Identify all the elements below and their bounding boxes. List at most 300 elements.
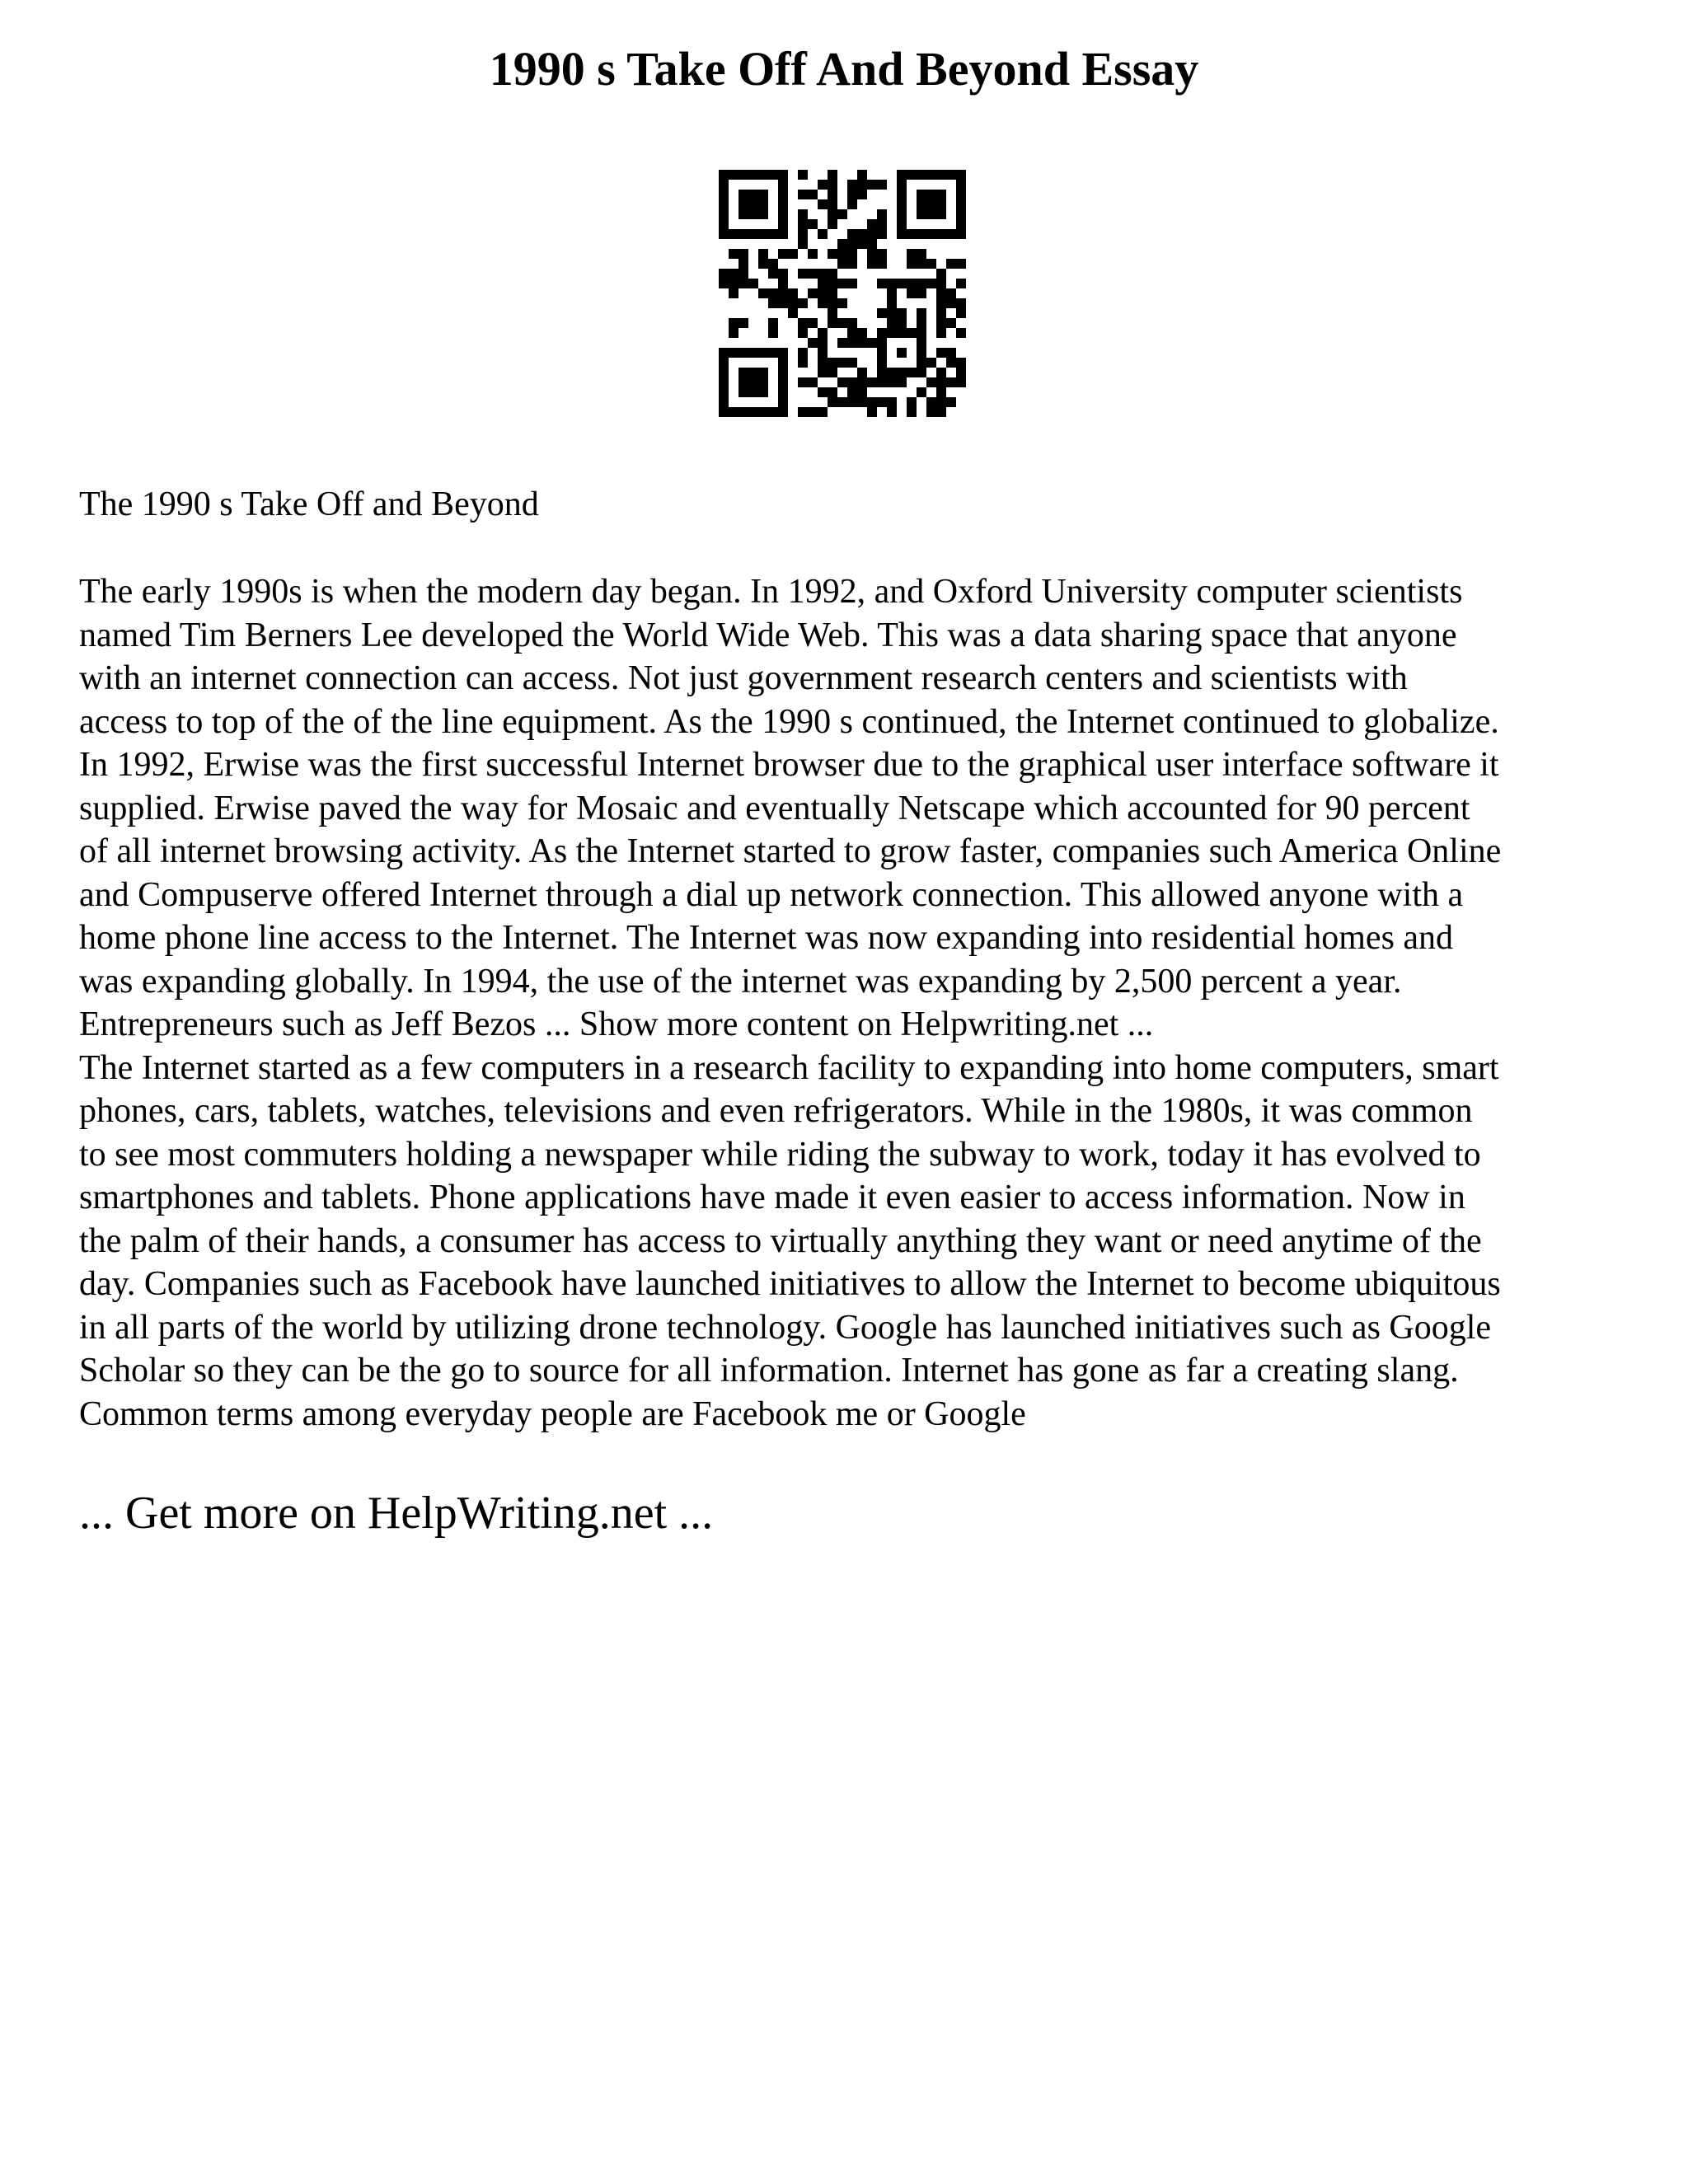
qr-module — [808, 407, 818, 417]
qr-module — [818, 298, 828, 308]
qr-module — [788, 249, 798, 259]
qr-module — [768, 269, 778, 279]
body-line: was expanding globally. In 1994, the use of the internet was expanding by 2,500 percent a year. — [79, 962, 1402, 1001]
qr-module — [828, 269, 837, 279]
qr-module — [897, 328, 907, 338]
body-line: supplied. Erwise paved the way for Mosaic and eventually Netscape which accounted for 90 percent — [79, 789, 1470, 827]
qr-module — [798, 298, 808, 308]
qr-module — [818, 199, 828, 209]
qr-module — [926, 358, 936, 368]
qr-module — [857, 338, 867, 348]
qr-module — [729, 288, 738, 298]
qr-module — [956, 229, 966, 239]
qr-module — [729, 229, 738, 239]
qr-module — [778, 269, 788, 279]
qr-module — [917, 279, 926, 288]
qr-module — [847, 249, 857, 259]
qr-module — [719, 209, 729, 219]
qr-module — [788, 288, 798, 298]
qr-module — [857, 239, 867, 249]
qr-module — [768, 407, 778, 417]
qr-module — [837, 279, 847, 288]
body-line: In 1992, Erwise was the first successful Internet browser due to the graphical user interface software it — [79, 746, 1499, 784]
qr-module — [956, 358, 966, 368]
qr-module — [828, 308, 837, 318]
qr-module — [946, 229, 956, 239]
qr-module — [738, 377, 748, 387]
qr-module — [808, 377, 818, 387]
qr-module — [936, 397, 946, 407]
qr-module — [847, 328, 857, 338]
qr-module — [907, 229, 917, 239]
qr-module — [828, 298, 837, 308]
qr-module — [926, 199, 936, 209]
qr-module — [798, 229, 808, 239]
qr-module — [887, 279, 897, 288]
qr-module — [867, 377, 877, 387]
qr-module — [828, 397, 837, 407]
qr-module — [956, 298, 966, 308]
qr-module — [867, 180, 877, 190]
qr-module — [956, 190, 966, 199]
qr-module — [828, 318, 837, 328]
qr-module — [946, 170, 956, 180]
qr-module — [877, 348, 887, 358]
qr-module — [847, 180, 857, 190]
qr-module — [847, 279, 857, 288]
qr-module — [926, 209, 936, 219]
qr-module — [926, 170, 936, 180]
qr-module — [917, 249, 926, 259]
qr-module — [748, 170, 758, 180]
qr-module — [907, 170, 917, 180]
qr-module — [818, 387, 828, 397]
qr-module — [897, 229, 907, 239]
qr-module — [936, 288, 946, 298]
qr-module — [907, 259, 917, 269]
qr-module — [798, 219, 808, 229]
qr-module — [877, 249, 887, 259]
qr-module — [847, 397, 857, 407]
qr-module — [917, 328, 926, 338]
qr-module — [828, 368, 837, 377]
qr-module — [867, 219, 877, 229]
qr-module — [897, 190, 907, 199]
qr-module — [847, 239, 857, 249]
qr-module — [828, 249, 837, 259]
qr-module — [907, 407, 917, 417]
qr-module — [847, 387, 857, 397]
qr-module — [758, 249, 768, 259]
qr-module — [946, 358, 956, 368]
qr-module — [778, 298, 788, 308]
qr-module — [808, 338, 818, 348]
body-line: phones, cars, tablets, watches, televisions and even refrigerators. While in the 1980s, it was common — [79, 1092, 1473, 1130]
qr-module — [917, 259, 926, 269]
qr-module — [719, 377, 729, 387]
qr-module — [778, 387, 788, 397]
qr-module — [748, 229, 758, 239]
qr-module — [778, 180, 788, 190]
qr-module — [867, 397, 877, 407]
qr-module — [917, 358, 926, 368]
qr-module — [719, 387, 729, 397]
qr-module — [729, 348, 738, 358]
qr-module — [729, 318, 738, 328]
qr-module — [877, 180, 887, 190]
qr-module — [907, 397, 917, 407]
qr-module — [828, 358, 837, 368]
qr-module — [956, 279, 966, 288]
qr-module — [956, 199, 966, 209]
qr-module — [719, 407, 729, 417]
qr-module — [897, 318, 907, 328]
qr-module — [748, 407, 758, 417]
qr-module — [778, 170, 788, 180]
qr-module — [837, 397, 847, 407]
qr-module — [798, 328, 808, 338]
qr-module — [877, 209, 887, 219]
qr-module — [828, 279, 837, 288]
qr-module — [917, 288, 926, 298]
qr-module — [897, 308, 907, 318]
body-line: and Compuserve offered Internet through a dial up network connection. This allowed anyone with a — [79, 875, 1464, 914]
body-line: named Tim Berners Lee developed the World Wide Web. This was a data sharing space that anyone — [79, 616, 1457, 654]
qr-module — [738, 190, 748, 199]
qr-module — [798, 209, 808, 219]
qr-module — [936, 269, 946, 279]
qr-module — [758, 259, 768, 269]
qr-module — [917, 170, 926, 180]
body-line: Scholar so they can be the go to source for all information. Internet has gone as far a creating slang. — [79, 1352, 1459, 1390]
body-line: Common terms among everyday people are Facebook me or Google — [79, 1394, 1026, 1433]
qr-module — [837, 298, 847, 308]
get-more-link[interactable]: ... Get more on HelpWriting.net ... — [79, 1488, 714, 1539]
qr-module — [778, 190, 788, 199]
qr-module — [738, 269, 748, 279]
qr-module — [729, 279, 738, 288]
qr-module — [956, 170, 966, 180]
qr-module — [877, 358, 887, 368]
body-line: The early 1990s is when the modern day began. In 1992, and Oxford University computer scientists — [79, 573, 1463, 611]
qr-module — [729, 249, 738, 259]
qr-module — [867, 229, 877, 239]
qr-module — [818, 279, 828, 288]
qr-module — [857, 180, 867, 190]
body-line: home phone line access to the Internet. The Internet was now expanding into residential homes and — [79, 919, 1454, 957]
qr-module — [936, 170, 946, 180]
qr-module — [778, 279, 788, 288]
qr-module — [768, 288, 778, 298]
qr-module — [877, 377, 887, 387]
body-line: The Internet started as a few computers in a research facility to expanding into home computers, smart — [79, 1048, 1499, 1087]
qr-module — [758, 368, 768, 377]
qr-module — [877, 279, 887, 288]
qr-module — [758, 288, 768, 298]
qr-module — [758, 170, 768, 180]
qr-module — [926, 377, 936, 387]
qr-module — [877, 259, 887, 269]
qr-module — [956, 308, 966, 318]
qr-module — [778, 199, 788, 209]
qr-module — [847, 199, 857, 209]
qr-module — [758, 209, 768, 219]
qr-module — [778, 229, 788, 239]
qr-module — [729, 328, 738, 338]
qr-module — [738, 170, 748, 180]
qr-module — [778, 397, 788, 407]
qr-module — [748, 199, 758, 209]
qr-module — [917, 308, 926, 318]
qr-module — [857, 387, 867, 397]
qr-module — [946, 318, 956, 328]
qr-module — [907, 288, 917, 298]
qr-module — [956, 377, 966, 387]
qr-module — [719, 199, 729, 209]
qr-module — [837, 318, 847, 328]
qr-module — [907, 368, 917, 377]
qr-module — [828, 387, 837, 397]
qr-module — [847, 318, 857, 328]
qr-module — [818, 180, 828, 190]
qr-module — [857, 377, 867, 387]
qr-module — [917, 387, 926, 397]
qr-module — [798, 407, 808, 417]
qr-module — [936, 368, 946, 377]
qr-module — [719, 190, 729, 199]
qr-module — [828, 209, 837, 219]
qr-module — [758, 199, 768, 209]
qr-module — [818, 328, 828, 338]
qr-module — [818, 368, 828, 377]
qr-module — [828, 190, 837, 199]
qr-module — [738, 279, 748, 288]
qr-module — [946, 298, 956, 308]
qr-module — [857, 229, 867, 239]
qr-module — [936, 318, 946, 328]
qr-module — [877, 219, 887, 229]
qr-module — [778, 358, 788, 368]
qr-module — [887, 377, 897, 387]
qr-module — [837, 239, 847, 249]
qr-module — [758, 190, 768, 199]
qr-module — [808, 190, 818, 199]
qr-module — [719, 358, 729, 368]
qr-module — [748, 377, 758, 387]
qr-module — [768, 318, 778, 328]
qr-module — [857, 328, 867, 338]
qr-module — [758, 377, 768, 387]
qr-module — [857, 397, 867, 407]
qr-code-icon — [719, 170, 966, 417]
qr-module — [808, 249, 818, 259]
qr-module — [867, 249, 877, 259]
body-line: to see most commuters holding a newspaper while riding the subway to work, today it has evolved to — [79, 1135, 1481, 1174]
qr-module — [877, 368, 887, 377]
qr-module — [926, 259, 936, 269]
qr-module — [936, 328, 946, 338]
qr-module — [887, 308, 897, 318]
qr-module — [778, 368, 788, 377]
qr-module — [719, 348, 729, 358]
qr-module — [837, 259, 847, 269]
qr-module — [917, 338, 926, 348]
qr-module — [788, 298, 798, 308]
body-line: smartphones and tablets. Phone applications have made it even easier to access information. Now in — [79, 1179, 1465, 1216]
qr-module — [887, 298, 897, 308]
body-line: access to top of the of the line equipment. As the 1990 s continued, the Internet continued to globalize. — [79, 702, 1499, 741]
qr-module — [837, 249, 847, 259]
qr-module — [917, 199, 926, 209]
qr-module — [887, 318, 897, 328]
qr-module — [748, 190, 758, 199]
qr-module — [907, 328, 917, 338]
qr-module — [867, 407, 877, 417]
qr-module — [758, 407, 768, 417]
qr-module — [828, 219, 837, 229]
essay-subtitle: The 1990 s Take Off and Beyond — [79, 485, 539, 523]
qr-module — [897, 368, 907, 377]
qr-module — [897, 199, 907, 209]
qr-module — [877, 328, 887, 338]
qr-module — [828, 180, 837, 190]
qr-module — [738, 209, 748, 219]
qr-module — [917, 318, 926, 328]
qr-module — [907, 279, 917, 288]
qr-module — [738, 368, 748, 377]
qr-module — [956, 368, 966, 377]
qr-module — [926, 397, 936, 407]
qr-module — [719, 219, 729, 229]
qr-module — [798, 190, 808, 199]
qr-module — [887, 288, 897, 298]
qr-module — [768, 328, 778, 338]
qr-module — [729, 269, 738, 279]
qr-module — [847, 190, 857, 199]
qr-module — [936, 199, 946, 209]
qr-module — [748, 209, 758, 219]
qr-code-graphic — [719, 170, 966, 417]
qr-module — [768, 348, 778, 358]
qr-module — [818, 407, 828, 417]
qr-module — [738, 249, 748, 259]
qr-module — [719, 170, 729, 180]
qr-module — [936, 308, 946, 318]
qr-module — [748, 279, 758, 288]
qr-module — [936, 298, 946, 308]
qr-module — [897, 219, 907, 229]
qr-module — [778, 377, 788, 387]
qr-module — [936, 229, 946, 239]
qr-module — [719, 279, 729, 288]
qr-module — [798, 348, 808, 358]
qr-module — [867, 338, 877, 348]
qr-module — [847, 377, 857, 387]
qr-module — [738, 259, 748, 269]
qr-module — [867, 239, 877, 249]
qr-module — [778, 407, 788, 417]
qr-module — [768, 170, 778, 180]
qr-module — [738, 199, 748, 209]
body-line: with an internet connection can access. Not just government research centers and scientists with — [79, 659, 1408, 697]
qr-module — [936, 209, 946, 219]
qr-module — [946, 259, 956, 269]
qr-module — [818, 269, 828, 279]
qr-module — [867, 259, 877, 269]
qr-module — [748, 348, 758, 358]
qr-module — [897, 170, 907, 180]
qr-module — [897, 209, 907, 219]
qr-module — [877, 229, 887, 239]
qr-module — [837, 209, 847, 219]
qr-module — [719, 397, 729, 407]
qr-module — [808, 269, 818, 279]
qr-module — [917, 368, 926, 377]
qr-module — [798, 170, 808, 180]
qr-module — [798, 318, 808, 328]
body-line: day. Companies such as Facebook have launched initiatives to allow the Internet to become ubiquitous — [79, 1265, 1501, 1303]
qr-module — [778, 209, 788, 219]
qr-module — [917, 190, 926, 199]
qr-module — [738, 407, 748, 417]
qr-module — [719, 368, 729, 377]
qr-module — [857, 190, 867, 199]
qr-module — [828, 288, 837, 298]
qr-module — [936, 190, 946, 199]
qr-module — [936, 377, 946, 387]
qr-module — [729, 170, 738, 180]
qr-module — [877, 397, 887, 407]
qr-module — [758, 387, 768, 397]
qr-module — [877, 338, 887, 348]
qr-module — [936, 348, 946, 358]
qr-module — [738, 387, 748, 397]
qr-module — [926, 229, 936, 239]
qr-module — [936, 279, 946, 288]
qr-module — [837, 338, 847, 348]
qr-module — [818, 338, 828, 348]
qr-module — [818, 348, 828, 358]
qr-module — [956, 209, 966, 219]
document-title: 1990 s Take Off And Beyond Essay — [489, 42, 1199, 96]
qr-module — [719, 180, 729, 190]
qr-module — [788, 308, 798, 318]
qr-module — [818, 288, 828, 298]
qr-module — [719, 229, 729, 239]
qr-module — [768, 298, 778, 308]
qr-module — [956, 180, 966, 190]
qr-module — [877, 308, 887, 318]
qr-module — [946, 397, 956, 407]
qr-module — [778, 219, 788, 229]
qr-module — [936, 407, 946, 417]
qr-module — [946, 288, 956, 298]
qr-module — [738, 229, 748, 239]
qr-module — [808, 288, 818, 298]
qr-module — [946, 348, 956, 358]
qr-module — [897, 348, 907, 358]
qr-module — [936, 387, 946, 397]
body-line: Entrepreneurs such as Jeff Bezos ... Show more content on Helpwriting.net ... — [79, 1005, 1154, 1043]
qr-module — [798, 239, 808, 249]
qr-module — [887, 397, 897, 407]
qr-module — [748, 368, 758, 377]
qr-module — [887, 407, 897, 417]
qr-module — [917, 229, 926, 239]
qr-module — [887, 368, 897, 377]
qr-module — [847, 358, 857, 368]
qr-module — [828, 170, 837, 180]
